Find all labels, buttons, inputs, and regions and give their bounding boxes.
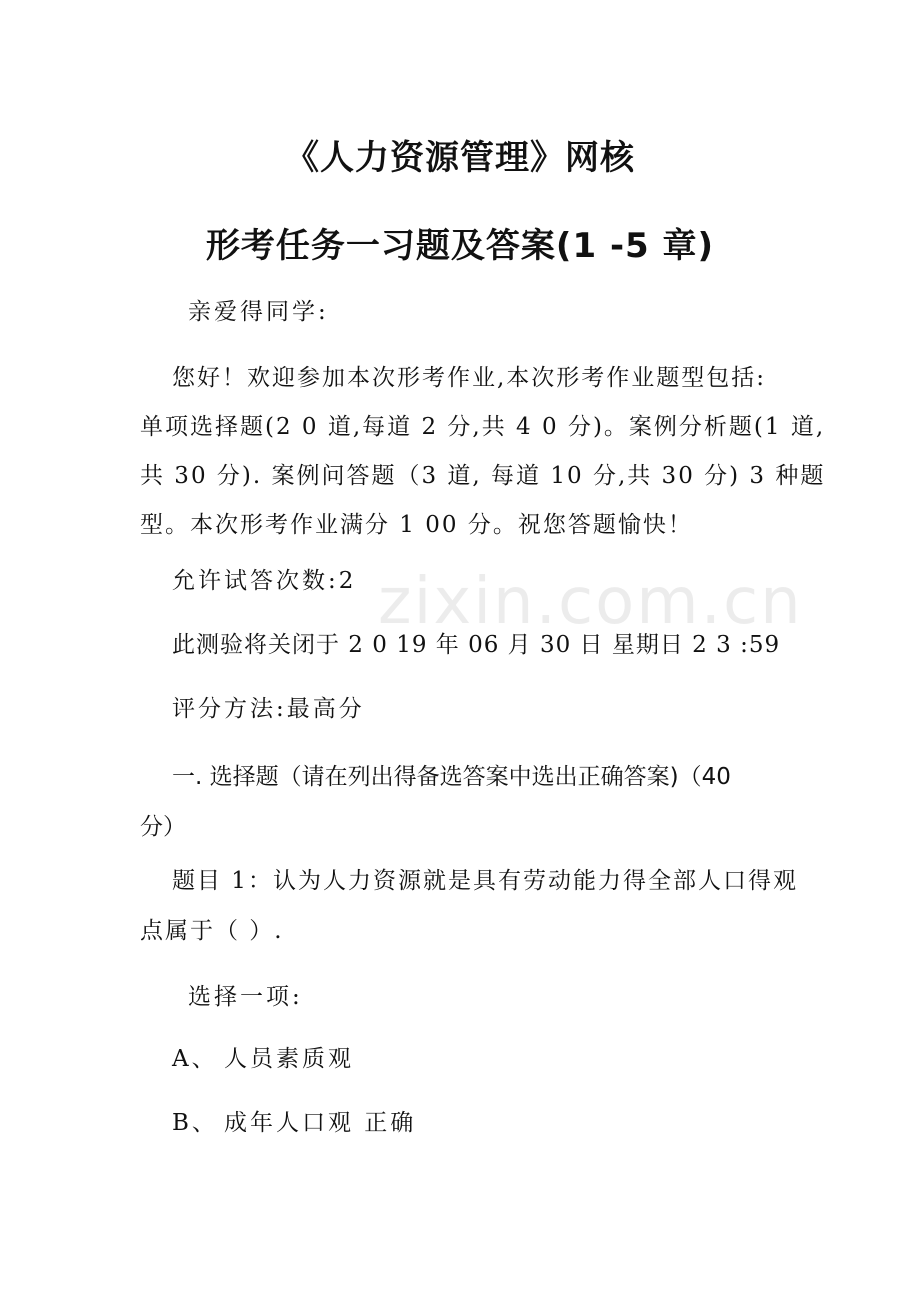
quiz-close-time: 此测验将关闭于 2 0 19 年 06 月 30 日 星期日 2 3 :59 — [172, 632, 781, 658]
section-heading-line: 一. 选择题（请在列出得备选答案中选出正确答案)（40 — [172, 764, 731, 790]
intro-line: 共 30 分). 案例问答题（3 道, 每道 10 分,共 30 分) 3 种题 — [140, 463, 826, 489]
section-heading-line: 分） — [140, 814, 186, 840]
document-title-line1: 《人力资源管理》网核 — [285, 138, 635, 178]
intro-line: 型。本次形考作业满分 1 00 分。祝您答题愉快！ — [140, 512, 693, 538]
watermark: zixin.com.cn — [378, 565, 803, 639]
grading-method: 评分方法:最高分 — [172, 696, 365, 722]
intro-paragraph — [140, 354, 826, 550]
question-line: 题目 1：认为人力资源就是具有劳动能力得全部人口得观 — [172, 868, 798, 894]
option-letter: A、 — [172, 1046, 218, 1072]
document-title-line2: 形考任务一习题及答案(1 -5 章) — [205, 226, 715, 266]
section-heading — [140, 752, 790, 852]
question-line: 点属于（ ）. — [140, 918, 284, 944]
question-1 — [140, 856, 798, 956]
choose-one-label: 选择一项: — [188, 984, 303, 1010]
intro-line: 单项选择题(2 0 道,每道 2 分,共 4 0 分)。案例分析题(1 道, — [140, 414, 826, 440]
intro-line: 您好！欢迎参加本次形考作业,本次形考作业题型包括: — [172, 365, 767, 391]
option-text: 成年人口观 正确 — [224, 1110, 417, 1136]
attempts-allowed: 允许试答次数:2 — [172, 568, 357, 594]
option-b — [172, 1108, 416, 1138]
option-text: 人员素质观 — [224, 1046, 354, 1072]
option-letter: B、 — [172, 1110, 218, 1136]
option-a — [172, 1044, 354, 1074]
greeting: 亲爱得同学: — [188, 299, 329, 325]
